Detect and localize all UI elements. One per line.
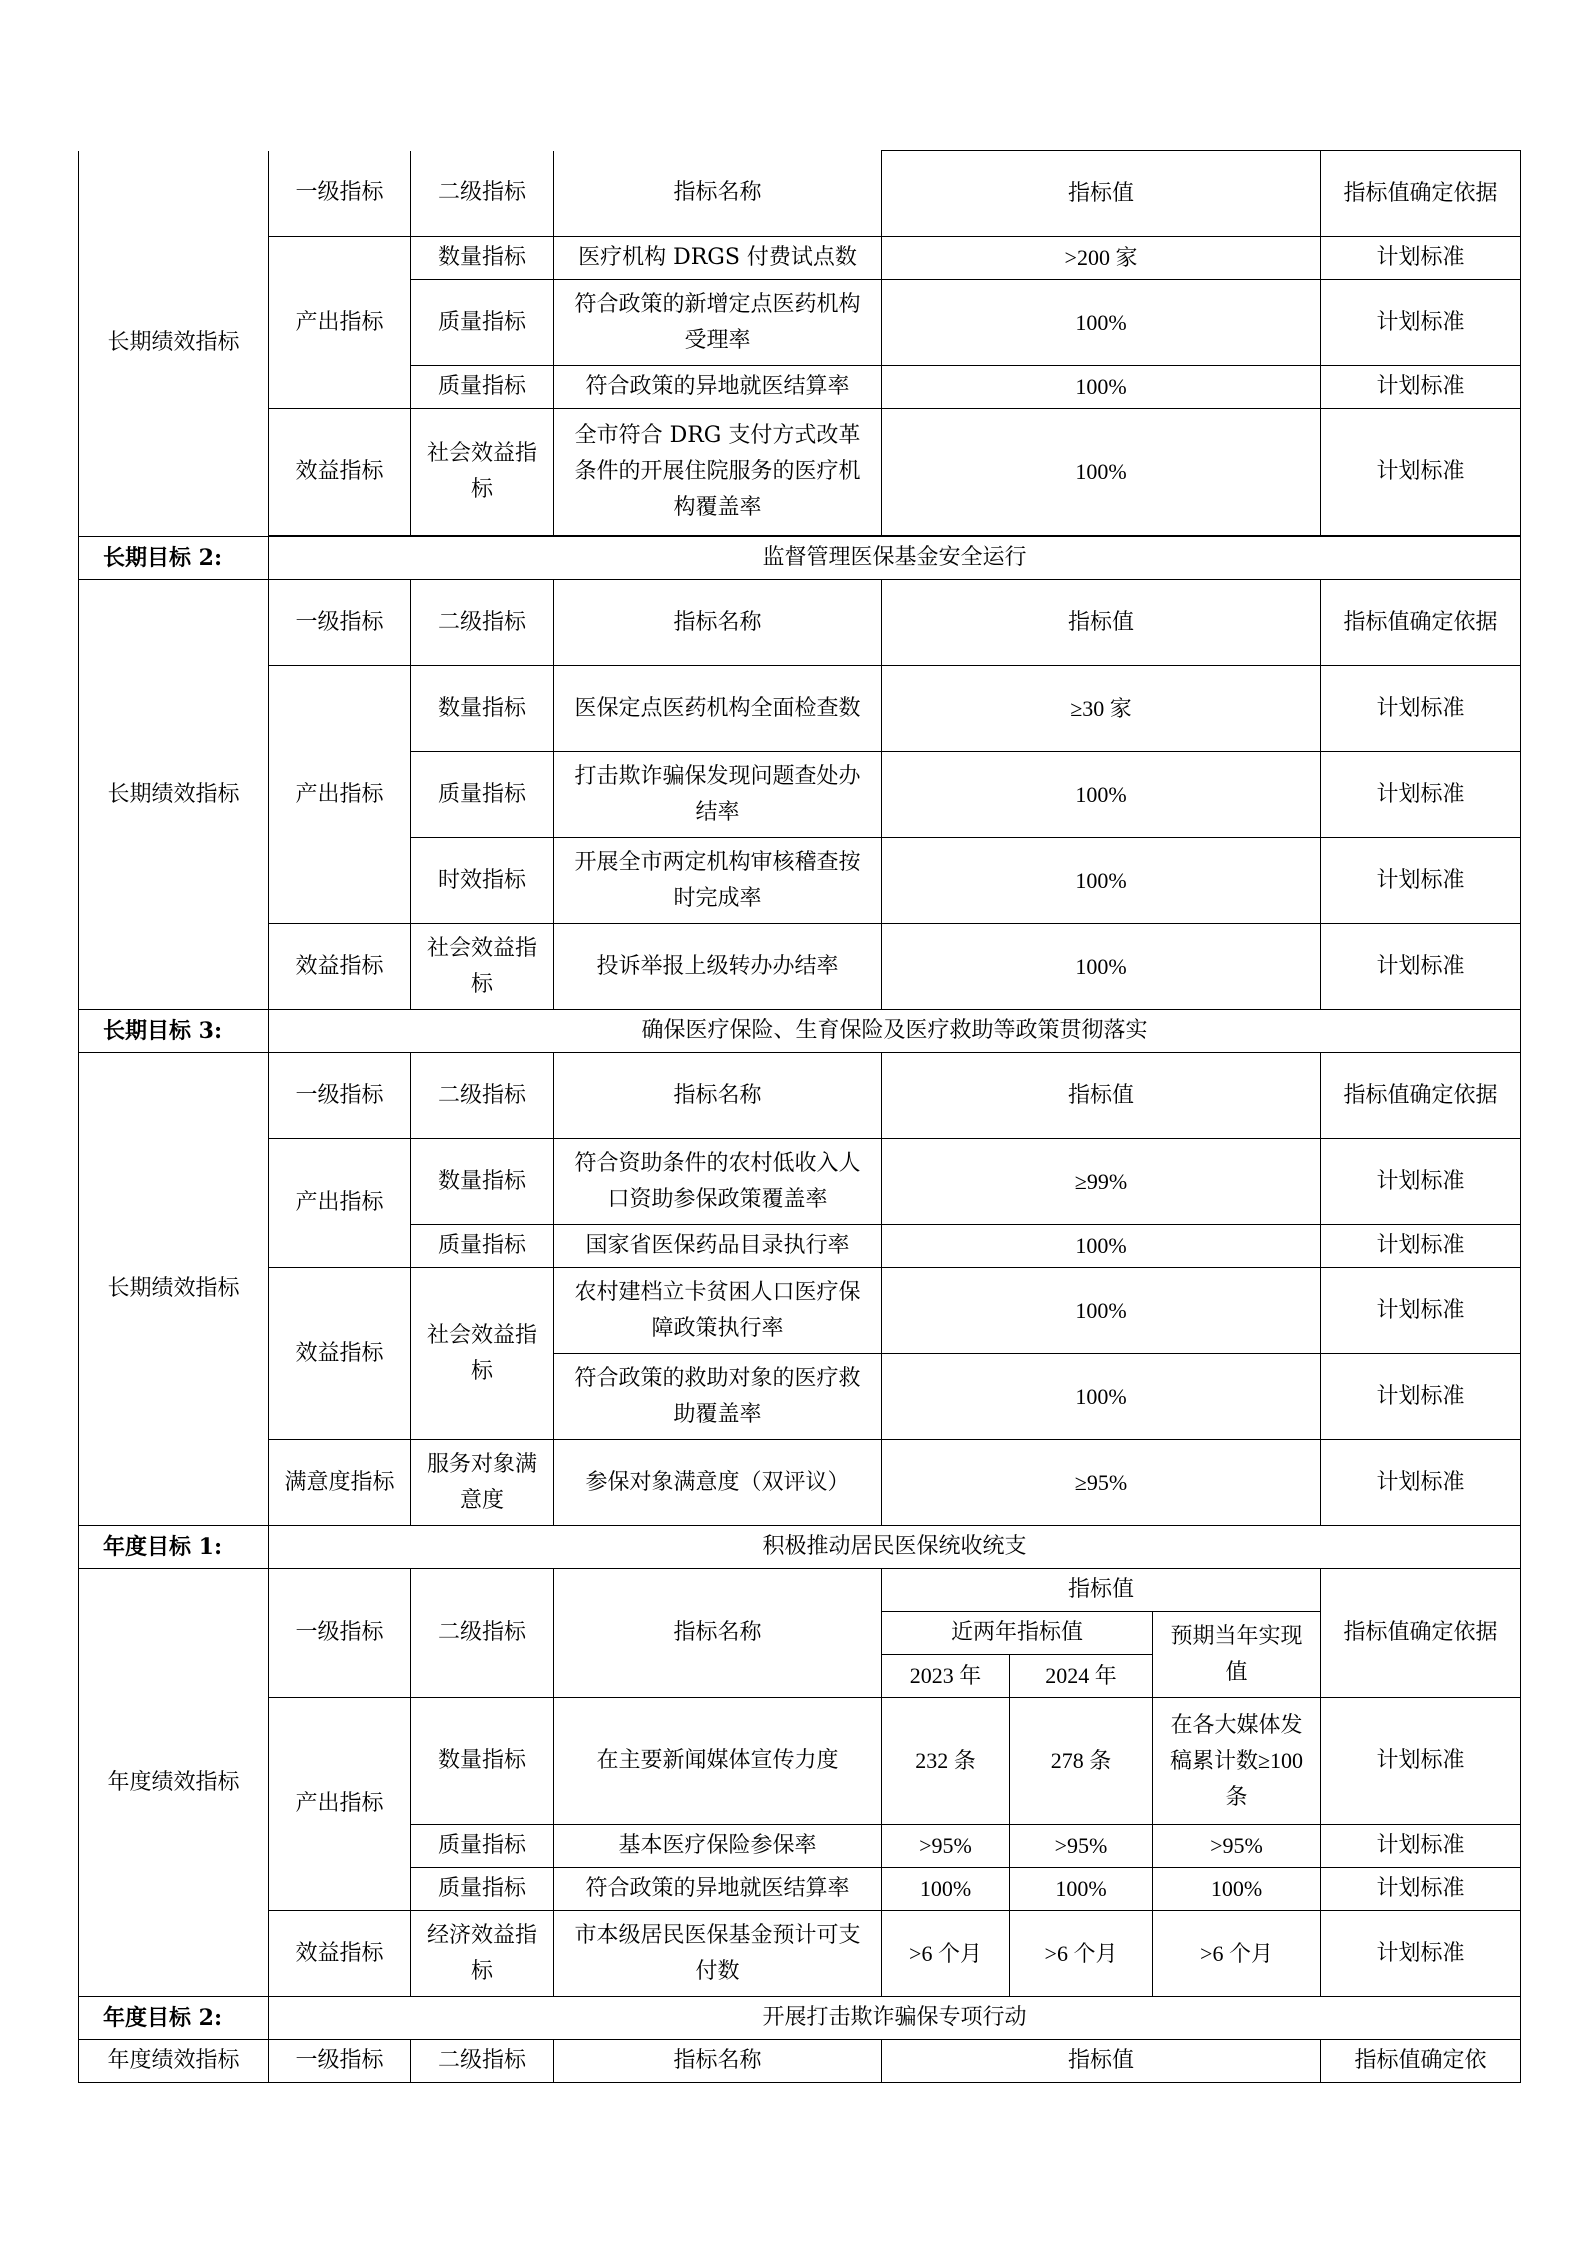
basis-value: 计划标准 — [1321, 1440, 1521, 1526]
sub-economic: 经济效益指标 — [411, 1911, 554, 1997]
indicator-name: 打击欺诈骗保发现问题查处办结率 — [554, 752, 882, 838]
category-satisfaction: 满意度指标 — [269, 1440, 411, 1526]
category-benefit: 效益指标 — [269, 1268, 411, 1440]
basis-value: 计划标准 — [1321, 1139, 1521, 1225]
sub-quantity: 数量指标 — [411, 1139, 554, 1225]
indicator-name: 符合政策的救助对象的医疗救助覆盖率 — [554, 1354, 882, 1440]
indicator-value: 100% — [882, 1268, 1321, 1354]
header-value: 指标值 — [882, 151, 1321, 237]
header-level2: 二级指标 — [411, 151, 554, 237]
basis-value: 计划标准 — [1321, 838, 1521, 924]
indicator-name: 基本医疗保险参保率 — [554, 1825, 882, 1868]
header-recent-values: 近两年指标值 — [882, 1612, 1153, 1655]
header-level1: 一级指标 — [269, 580, 411, 666]
basis-value: 计划标准 — [1321, 1268, 1521, 1354]
category-output: 产出指标 — [269, 1139, 411, 1268]
header-level2: 二级指标 — [411, 2040, 554, 2083]
indicator-name: 符合政策的异地就医结算率 — [554, 1868, 882, 1911]
header-name: 指标名称 — [554, 1569, 882, 1698]
header-name: 指标名称 — [554, 1053, 882, 1139]
value-expected: 在各大媒体发稿累计数≥100 条 — [1153, 1698, 1321, 1825]
basis-value: 计划标准 — [1321, 280, 1521, 366]
goal-text: 确保医疗保险、生育保险及医疗救助等政策贯彻落实 — [269, 1010, 1521, 1053]
indicator-name: 市本级居民医保基金预计可支付数 — [554, 1911, 882, 1997]
basis-value: 计划标准 — [1321, 1698, 1521, 1825]
value-expected: 100% — [1153, 1868, 1321, 1911]
basis-value: 计划标准 — [1321, 1225, 1521, 1268]
indicator-name: 国家省医保药品目录执行率 — [554, 1225, 882, 1268]
basis-value: 计划标准 — [1321, 752, 1521, 838]
sub-quantity: 数量指标 — [411, 1698, 554, 1825]
header-value: 指标值 — [882, 2040, 1321, 2083]
goal-label: 长期目标 3: — [79, 1010, 269, 1053]
basis-value: 计划标准 — [1321, 1911, 1521, 1997]
indicator-name: 农村建档立卡贫困人口医疗保障政策执行率 — [554, 1268, 882, 1354]
category-benefit: 效益指标 — [269, 409, 411, 536]
value-2023: >95% — [882, 1825, 1010, 1868]
basis-value: 计划标准 — [1321, 1825, 1521, 1868]
indicator-name: 开展全市两定机构审核稽查按时完成率 — [554, 838, 882, 924]
value-2024: 100% — [1010, 1868, 1153, 1911]
goal-label: 长期目标 2: — [79, 537, 269, 580]
category-annual: 年度绩效指标 — [79, 2040, 269, 2083]
indicator-value: 100% — [882, 1354, 1321, 1440]
indicator-name: 在主要新闻媒体宣传力度 — [554, 1698, 882, 1825]
indicator-name: 投诉举报上级转办办结率 — [554, 924, 882, 1010]
value-2023: 232 条 — [882, 1698, 1010, 1825]
indicator-value: >200 家 — [882, 237, 1321, 280]
indicator-value: ≥30 家 — [882, 666, 1321, 752]
indicator-value: ≥99% — [882, 1139, 1321, 1225]
category-benefit: 效益指标 — [269, 1911, 411, 1997]
indicator-name: 符合资助条件的农村低收入人口资助参保政策覆盖率 — [554, 1139, 882, 1225]
sub-social: 社会效益指标 — [411, 924, 554, 1010]
sub-quality: 质量指标 — [411, 1825, 554, 1868]
header-level2: 二级指标 — [411, 1053, 554, 1139]
header-basis: 指标值确定依据 — [1321, 1053, 1521, 1139]
header-level1: 一级指标 — [269, 2040, 411, 2083]
category-annual: 年度绩效指标 — [79, 1569, 269, 1997]
sub-quality: 质量指标 — [411, 366, 554, 409]
sub-timeliness: 时效指标 — [411, 838, 554, 924]
goal-text: 开展打击欺诈骗保专项行动 — [269, 1997, 1521, 2040]
value-2024: >95% — [1010, 1825, 1153, 1868]
indicator-name: 医疗机构 DRGS 付费试点数 — [554, 237, 882, 280]
header-level2: 二级指标 — [411, 1569, 554, 1698]
indicator-value: 100% — [882, 838, 1321, 924]
header-basis: 指标值确定依据 — [1321, 151, 1521, 237]
header-level1: 一级指标 — [269, 1053, 411, 1139]
category-output: 产出指标 — [269, 1698, 411, 1911]
sub-quality: 质量指标 — [411, 752, 554, 838]
indicator-value: 100% — [882, 409, 1321, 536]
basis-value: 计划标准 — [1321, 366, 1521, 409]
indicator-value: 100% — [882, 924, 1321, 1010]
header-year-2024: 2024 年 — [1010, 1655, 1153, 1698]
sub-quantity: 数量指标 — [411, 237, 554, 280]
header-name: 指标名称 — [554, 580, 882, 666]
basis-value: 计划标准 — [1321, 1868, 1521, 1911]
header-level2: 二级指标 — [411, 580, 554, 666]
goal-label: 年度目标 2: — [79, 1997, 269, 2040]
header-basis: 指标值确定依 — [1321, 2040, 1521, 2083]
performance-indicator-table — [78, 150, 1521, 2083]
sub-quality: 质量指标 — [411, 280, 554, 366]
goal-text: 监督管理医保基金安全运行 — [269, 537, 1521, 580]
value-2023: >6 个月 — [882, 1911, 1010, 1997]
basis-value: 计划标准 — [1321, 1354, 1521, 1440]
header-level1: 一级指标 — [269, 151, 411, 237]
header-name: 指标名称 — [554, 151, 882, 237]
header-name: 指标名称 — [554, 2040, 882, 2083]
header-basis: 指标值确定依据 — [1321, 1569, 1521, 1698]
sub-social: 社会效益指标 — [411, 409, 554, 536]
value-2023: 100% — [882, 1868, 1010, 1911]
category-long-term: 长期绩效指标 — [79, 151, 269, 537]
category-output: 产出指标 — [269, 666, 411, 924]
header-value: 指标值 — [882, 1569, 1321, 1612]
basis-value: 计划标准 — [1321, 237, 1521, 280]
indicator-name: 符合政策的异地就医结算率 — [554, 366, 882, 409]
indicator-name: 参保对象满意度（双评议） — [554, 1440, 882, 1526]
basis-value: 计划标准 — [1321, 924, 1521, 1010]
sub-service-satisfaction: 服务对象满意度 — [411, 1440, 554, 1526]
sub-quality: 质量指标 — [411, 1225, 554, 1268]
category-long-term: 长期绩效指标 — [79, 1053, 269, 1526]
indicator-value: 100% — [882, 1225, 1321, 1268]
goal-label: 年度目标 1: — [79, 1526, 269, 1569]
category-long-term: 长期绩效指标 — [79, 580, 269, 1010]
sub-quality: 质量指标 — [411, 1868, 554, 1911]
goal-text: 积极推动居民医保统收统支 — [269, 1526, 1521, 1569]
indicator-value: 100% — [882, 366, 1321, 409]
basis-value: 计划标准 — [1321, 666, 1521, 752]
header-expected: 预期当年实现值 — [1153, 1612, 1321, 1698]
indicator-value: 100% — [882, 752, 1321, 838]
value-expected: >95% — [1153, 1825, 1321, 1868]
header-value: 指标值 — [882, 580, 1321, 666]
indicator-name: 全市符合 DRG 支付方式改革条件的开展住院服务的医疗机构覆盖率 — [554, 409, 882, 536]
value-2024: 278 条 — [1010, 1698, 1153, 1825]
header-year-2023: 2023 年 — [882, 1655, 1010, 1698]
sub-quantity: 数量指标 — [411, 666, 554, 752]
header-basis: 指标值确定依据 — [1321, 580, 1521, 666]
category-output: 产出指标 — [269, 237, 411, 409]
indicator-name: 医保定点医药机构全面检查数 — [554, 666, 882, 752]
header-level1: 一级指标 — [269, 1569, 411, 1698]
category-benefit: 效益指标 — [269, 924, 411, 1010]
sub-social: 社会效益指标 — [411, 1268, 554, 1440]
value-2024: >6 个月 — [1010, 1911, 1153, 1997]
value-expected: >6 个月 — [1153, 1911, 1321, 1997]
indicator-name: 符合政策的新增定点医药机构受理率 — [554, 280, 882, 366]
indicator-value: ≥95% — [882, 1440, 1321, 1526]
indicator-value: 100% — [882, 280, 1321, 366]
basis-value: 计划标准 — [1321, 409, 1521, 536]
header-value: 指标值 — [882, 1053, 1321, 1139]
